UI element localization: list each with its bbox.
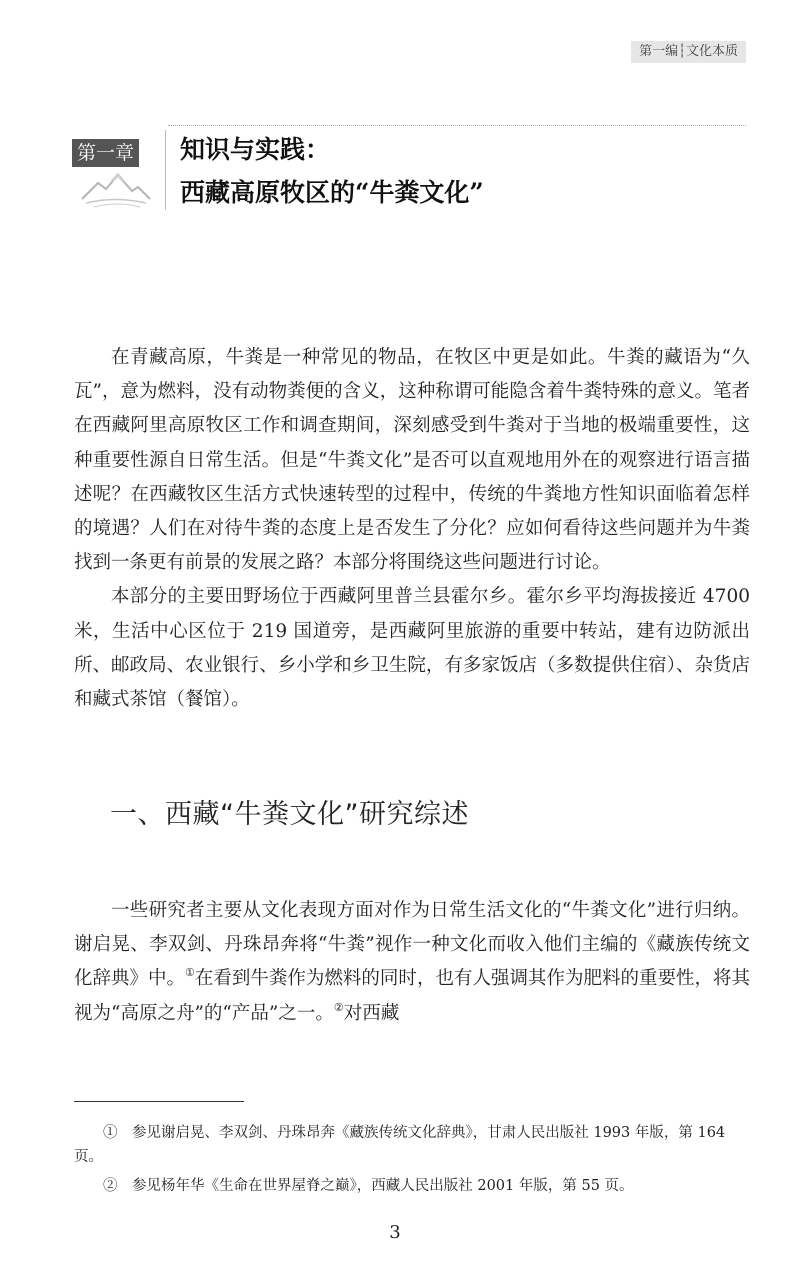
footnote-2: ② 参见杨年华《生命在世界屋脊之巅》，西藏人民出版社 2001 年版，第 55 页。 <box>103 1178 634 1194</box>
footnote-ref-1[interactable]: ① <box>185 966 195 980</box>
review-text-part-3: 对西藏 <box>343 1002 400 1024</box>
footnotes <box>74 1121 750 1203</box>
review-text-part-2: 在看到牛粪作为燃料的同时，也有人强调其作为肥料的重要性，将其视为“高原之舟”的“产品”之一。 <box>74 968 750 1024</box>
footnote-ref-2[interactable]: ② <box>333 1000 344 1014</box>
chapter-title-line-1: 知识与实践： <box>180 135 331 164</box>
intro-paragraph-1: 在青藏高原，牛粪是一种常见的物品，在牧区中更是如此。牛粪的藏语为“久瓦”，意为燃料，没有动物粪便的含义，这种称谓可能隐含着牛粪特殊的意义。笔者在西藏阿里高原牧区工作和调查期间，深刻感受到牛粪对于当地的极端重要性，这种重要性源自日常生活。但是“牛粪文化”是否可以直观地用外在的观察进行语言描述呢？在西藏牧区生活方式快速转型的过程中，传统的牛粪地方性知识面临着怎样的境遇？人们在对待牛粪的态度上是否发生了分化？应如何看待这些问题并为牛粪找到一条更有前景的发展之路？本部分将围绕这些问题进行讨论。 <box>74 347 750 574</box>
review-text-part-1: 一些研究者主要从文化表现方面对作为日常生活文化的“牛粪文化”进行归纳。谢启晃、李双剑、丹珠昂奔将“牛粪”视作一种文化而收入他们主编的《藏族传统文化辞典》中。 <box>74 900 750 990</box>
page-number: 3 <box>389 1222 401 1243</box>
intro-paragraph-2: 本部分的主要田野场位于西藏阿里普兰县霍尔乡。霍尔乡平均海拔接近 4700 米，生活中心区位于 219 国道旁，是西藏阿里旅游的重要中转站，建有边防派出所、邮政局、农业银行、乡小学和乡卫生院，有多家饭店（多数提供住宿）、杂货店和藏式茶馆（餐馆）。 <box>74 586 750 711</box>
section-heading: 一、西藏“牛粪文化”研究综述 <box>110 799 469 830</box>
footnote-1: ① 参见谢启晃、李双剑、丹珠昂奔《藏族传统文化辞典》，甘肃人民出版社 1993 年版，第 164 页。 <box>74 1125 726 1165</box>
chapter-badge <box>72 139 160 209</box>
intro-text <box>74 341 750 717</box>
chapter-title <box>180 128 484 214</box>
chapter-divider <box>168 125 746 126</box>
chapter-vertical-rule <box>165 130 166 210</box>
chapter-title-line-2: 西藏高原牧区的“牛粪文化” <box>180 178 484 207</box>
review-text <box>74 894 750 1031</box>
footnote-divider <box>74 1101 244 1102</box>
chapter-label: 第一章 <box>72 139 139 167</box>
mountain-icon <box>80 169 152 209</box>
review-paragraph <box>74 894 750 1031</box>
running-header: 第一编┆文化本质 <box>631 41 746 63</box>
